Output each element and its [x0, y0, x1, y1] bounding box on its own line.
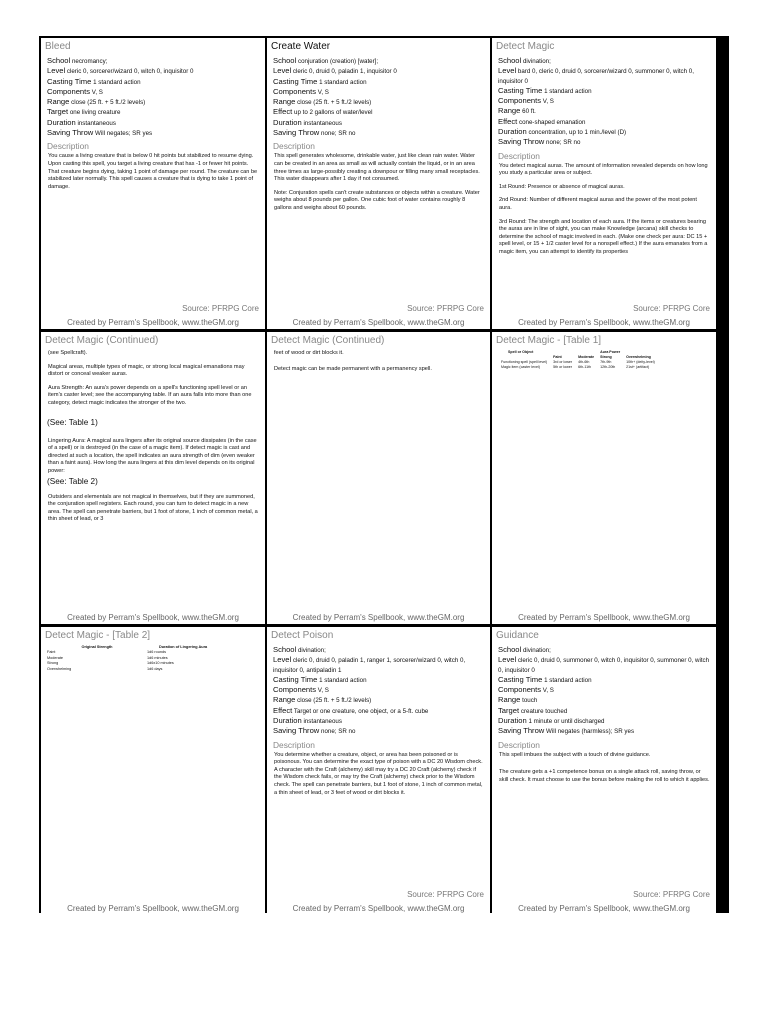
- stat-range: Range close (25 ft. + 5 ft./2 levels): [273, 695, 372, 705]
- credit-footer: Created by Perram's Spellbook, www.theGM.org: [292, 613, 465, 622]
- description-paragraph: Detect magic can be made permanent with a permanency spell.: [274, 365, 432, 372]
- stat-school: School divination;: [498, 645, 551, 654]
- table-row: Magic item (caster level) 5th or lower 6th-11th 12th-20th 21st+ (artifact): [501, 365, 650, 369]
- table-reference: (See: Table 2): [47, 476, 98, 486]
- table-row: Faint 1d6 rounds: [47, 650, 166, 655]
- description-paragraph: 1st Round: Presence or absence of magical auras.: [499, 183, 625, 190]
- stat-components: Components V, S: [273, 685, 329, 695]
- table-row: Functioning spell (spell level) 3rd or lower 4th-6th 7th-9th 10th+ (deity-level): [501, 360, 655, 364]
- stat-school: School necromancy;: [47, 56, 108, 65]
- description-paragraph: You cause a living creature that is below 0 hit points but stabilized to resume dying. Upon casting this spell, you target a living creature that has -1 or fewer hit points. That creature begins dying, taking 1 point of damage per round. The creature can be stabilized later normally. This spell causes a creature that is dying to take 1 point of damage.: [48, 153, 258, 190]
- stat-range: Range 60 ft.: [498, 106, 536, 116]
- description-paragraph: Lingering Aura: A magical aura lingers after its original source dissipates (in the case of a spell) or is destroyed (in the case of a magic item). If detect magic is cast and directed at such a location, the spell indicates an aura strength of dim (even weaker than a faint aura). How long the aura lingers at this dim level depends on its original power:: [48, 437, 257, 474]
- source-label: Source: PFRPG Core: [407, 890, 484, 899]
- card-guidance: [492, 627, 716, 915]
- description-heading: Description: [273, 739, 315, 750]
- description-heading: Description: [498, 739, 540, 750]
- stat-range: Range touch: [498, 695, 538, 705]
- stat-effect: Effect Target or one creature, one object, or a 5-ft. cube: [273, 705, 429, 715]
- description-heading: Description: [47, 141, 89, 152]
- description-paragraph: (see Spellcraft).: [48, 350, 88, 356]
- stat-components: Components V, S: [47, 86, 103, 96]
- card-create-water: [267, 38, 490, 329]
- stat-components: Components V, S: [498, 96, 554, 106]
- card-title: Detect Magic (Continued): [45, 335, 159, 346]
- stat-duration: Duration instantaneous: [47, 117, 116, 127]
- description-paragraph: 2nd Round: Number of different magical auras and the power of the most potent aura.: [499, 197, 697, 212]
- source-label: Source: PFRPG Core: [633, 890, 710, 899]
- description-paragraph: Aura Strength: An aura's power depends on a spell's functioning spell level or an item's caster level; see the accompanying table. If an aura falls into more than one category, detect magic indicates the stronger of the two.: [48, 384, 252, 406]
- card-detect-magic-continued-2: [267, 332, 490, 624]
- description-paragraph: This spell imbues the subject with a touch of divine guidance.: [499, 751, 651, 758]
- table-header: Moderate: [578, 355, 595, 359]
- source-label: Source: PFRPG Core: [633, 304, 710, 313]
- stat-casting-time: Casting Time 1 standard action: [498, 85, 592, 95]
- card-title: Detect Magic: [496, 41, 555, 52]
- stat-saving-throw: Saving Throw none; SR no: [498, 137, 581, 147]
- card-title: Detect Poison: [271, 630, 334, 641]
- table-row: Overwhelming 1d6 days: [47, 666, 163, 671]
- stat-casting-time: Casting Time 1 standard action: [47, 76, 141, 86]
- stat-duration: Duration 1 minute or until discharged: [498, 716, 605, 726]
- credit-footer: Created by Perram's Spellbook, www.theGM.org: [67, 613, 239, 622]
- description-paragraph: Outsiders and elementals are not magical in themselves, but if they are summoned, the conjuration spell registers. Each round, you can turn to detect magic in a new area. The spell can penetrate barriers, but 1 foot of stone, 1 inch of common metal, a thin sheet of lead, or 3: [48, 493, 258, 523]
- stat-duration: Duration concentration, up to 1 min./level (D): [498, 127, 627, 137]
- credit-footer: Created by Perram's Spellbook, www.theGM.org: [518, 904, 690, 913]
- card-title: Create Water: [271, 41, 331, 52]
- table-header: Overwhelming: [626, 355, 651, 359]
- stat-range: Range close (25 ft. + 5 ft./2 levels): [47, 97, 146, 107]
- card-detect-magic-table-2: [41, 627, 265, 915]
- stat-school: School conjuration (creation) [water];: [273, 56, 379, 65]
- lingering-aura-table: [47, 645, 207, 672]
- description-paragraph: The creature gets a +1 competence bonus on a single attack roll, saving throw, or skill check. It must choose to use the bonus before making the roll to which it applies.: [499, 769, 710, 783]
- credit-footer: Created by Perram's Spellbook, www.theGM.org: [67, 904, 239, 913]
- stat-components: Components V, S: [498, 685, 554, 695]
- source-label: Source: PFRPG Core: [182, 304, 259, 313]
- stat-range: Range close (25 ft. + 5 ft./2 levels): [273, 97, 372, 107]
- credit-footer: Created by Perram's Spellbook, www.theGM.org: [518, 318, 690, 327]
- description-paragraph: You determine whether a creature, object, or area has been poisoned or is poisonous. You can determine the exact type of poison with a DC 20 Wisdom check. A character with the Craft (alchemy) skill may try a DC 20 Craft (alchemy) check if the Wisdom check fails, or may try the Craft (alchemy) check prior to the Wisdom check. The spell can penetrate barriers, but 1 foot of stone, 1 inch of common metal, a thin sheet of lead, or 3 feet of wood or dirt blocks it.: [274, 751, 483, 796]
- stat-effect: Effect up to 2 gallons of water/level: [273, 107, 373, 117]
- stat-effect: Effect cone-shaped emanation: [498, 116, 586, 126]
- description-paragraph: This spell generates wholesome, drinkable water, just like clean rain water. Water can be created in an area as small as will actually contain the liquid, or in an area three times as large-possibly creating a downpour or filling many small receptacles. This water disappears after 1 day if not consumed.: [274, 153, 480, 183]
- stat-target: Target creature touched: [498, 705, 568, 715]
- stat-school: School divination;: [498, 56, 551, 65]
- credit-footer: Created by Perram's Spellbook, www.theGM.org: [292, 904, 465, 913]
- aura-power-table: [498, 350, 658, 370]
- stat-casting-time: Casting Time 1 standard action: [273, 674, 367, 684]
- card-title: Detect Magic - [Table 2]: [45, 630, 151, 641]
- credit-footer: Created by Perram's Spellbook, www.theGM.org: [518, 613, 690, 622]
- stat-duration: Duration instantaneous: [273, 716, 342, 726]
- stat-duration: Duration instantaneous: [273, 117, 342, 127]
- table-header: Strong: [600, 355, 612, 359]
- stat-saving-throw: Saving Throw none; SR no: [273, 726, 356, 736]
- description-paragraph: Note: Conjuration spells can't create substances or objects within a creature. Water weighs about 8 pounds per gallon. One cubic foot of water contains roughly 8 gallons and weighs about 60 pounds.: [274, 189, 480, 211]
- table-row: Moderate 1d6 minutes: [47, 655, 168, 660]
- card-detect-magic: [492, 38, 716, 329]
- source-label: Source: PFRPG Core: [407, 304, 484, 313]
- card-detect-magic-continued-1: [41, 332, 265, 624]
- description-paragraph: 3rd Round: The strength and location of each aura. If the items or creatures bearing the auras are in line of sight, you can make Knowledge (arcana) skill checks to determine the school of magic involved in each. (Make one check per aura: DC 15 + spell level, or 15 + 1/2 caster level for a nonspell effect.) If the aura emanates from a magic item, you can attempt to identify its properties: [499, 218, 708, 256]
- credit-footer: Created by Perram's Spellbook, www.theGM.org: [67, 318, 239, 327]
- table-row: Strong 1d6x10 minutes: [47, 661, 174, 666]
- card-detect-poison: [267, 627, 490, 915]
- stat-level: Level cleric 0, sorcerer/wizard 0, witch 0, inquisitor 0: [47, 66, 194, 76]
- table-header: Duration of Lingering Aura: [159, 645, 208, 649]
- stat-target: Target one living creature: [47, 107, 121, 117]
- stat-level: Level cleric 0, druid 0, paladin 1, inquisitor 0: [273, 66, 397, 76]
- card-title: Detect Magic - [Table 1]: [496, 335, 602, 346]
- stat-casting-time: Casting Time 1 standard action: [273, 76, 367, 86]
- description-heading: Description: [273, 141, 315, 152]
- description-paragraph: feet of wood or dirt blocks it.: [274, 350, 344, 356]
- card-bleed: [41, 38, 265, 329]
- card-title: Detect Magic (Continued): [271, 335, 385, 346]
- stat-level: Level cleric 0, druid 0, summoner 0, witch 0, inquisitor 0, summoner 0, witch 0, inquisitor 0: [498, 655, 710, 674]
- table-reference: (See: Table 1): [47, 417, 98, 427]
- stat-components: Components V, S: [273, 86, 329, 96]
- card-title: Bleed: [45, 41, 71, 52]
- stat-school: School divination;: [273, 645, 326, 654]
- card-title: Guidance: [496, 630, 539, 641]
- stat-level: Level bard 0, cleric 0, druid 0, sorcerer/wizard 0, summoner 0, witch 0, inquisitor 0: [498, 66, 694, 85]
- spell-card-sheet: [39, 36, 729, 913]
- stat-saving-throw: Saving Throw Will negates (harmless); SR yes: [498, 726, 635, 736]
- stat-casting-time: Casting Time 1 standard action: [498, 674, 592, 684]
- table-header: Original Strength: [81, 645, 113, 649]
- description-heading: Description: [498, 150, 540, 161]
- stat-saving-throw: Saving Throw Will negates; SR yes: [47, 128, 153, 138]
- stat-level: Level cleric 0, druid 0, paladin 1, ranger 1, sorcerer/wizard 0, witch 0, inquisitor 0, antipaladin 1: [273, 655, 466, 674]
- table-header: Spell or Object: [508, 350, 534, 354]
- table-header: Faint: [553, 355, 562, 359]
- card-detect-magic-table-1: [492, 332, 716, 624]
- description-paragraph: You detect magical auras. The amount of information revealed depends on how long you study a particular area or subject.: [499, 162, 708, 177]
- stat-saving-throw: Saving Throw none; SR no: [273, 128, 356, 138]
- credit-footer: Created by Perram's Spellbook, www.theGM.org: [292, 318, 465, 327]
- description-paragraph: Magical areas, multiple types of magic, or strong local magical emanations may distort or conceal weaker auras.: [48, 363, 245, 378]
- table-header: Aura Power: [600, 350, 621, 354]
